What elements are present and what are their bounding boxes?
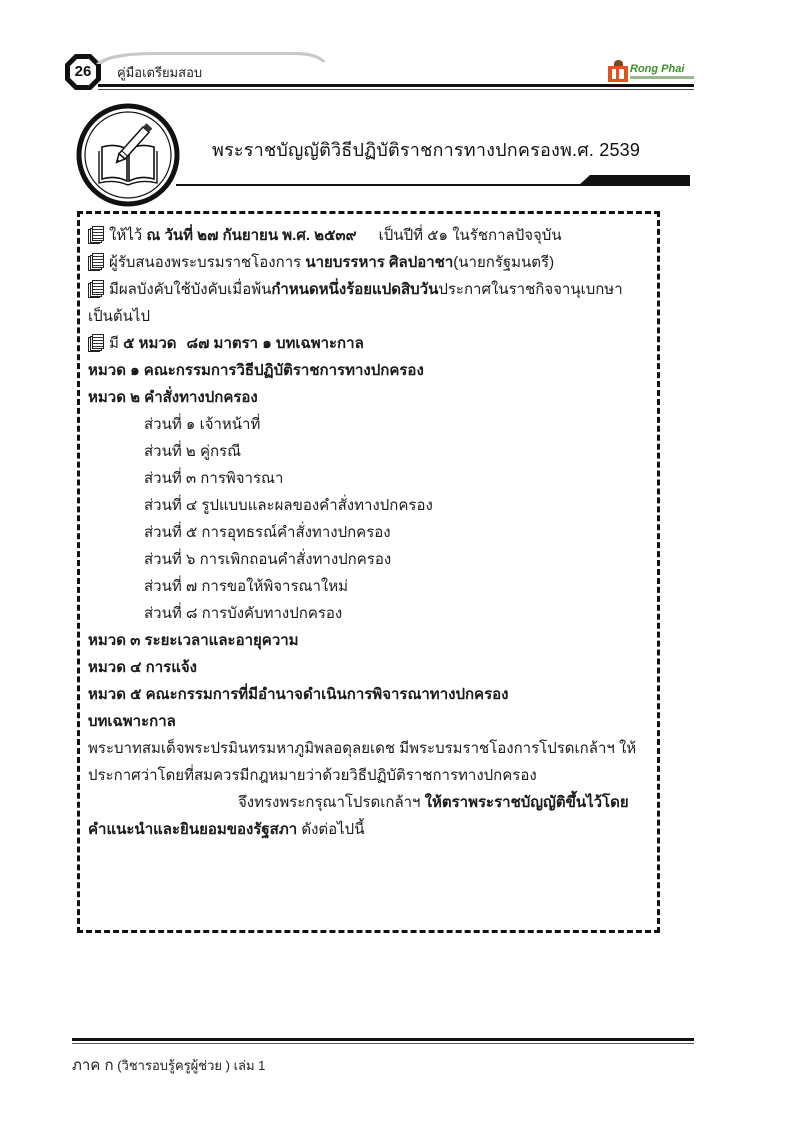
logo-mark-icon [608,66,628,82]
preamble-line-4: คำแนะนำและยินยอมของรัฐสภา ดังต่อไปนี้ [88,821,365,838]
chapter-3: หมวด ๓ ระยะเวลาและอายุความ [88,632,299,649]
section-title: พระราชบัญญัติวิธีปฏิบัติราชการทางปกครองพ.ศ. 2539 [212,140,641,160]
header-divider-thin [98,89,694,90]
bullet-structure-count: มี ๕ หมวด ๘๗ มาตรา ๑ บทเฉพาะกาล [88,330,668,357]
chapter-2-part-5: ส่วนที่ ๕ การอุทธรณ์คำสั่งทางปกครอง [144,524,391,541]
footer-subject: (วิชารอบรู้ครูผู้ช่วย ) เล่ม 1 [113,1058,266,1073]
preamble-line-3: จึงทรงพระกรุณาโปรดเกล้าฯ ให้ตราพระราชบัญญัติขึ้นไว้โดย [238,794,629,811]
logo-tagline [630,76,694,79]
page-number: 26 [74,63,92,80]
chapter-1: หมวด ๑ คณะกรรมการวิธีปฏิบัติราชการทางปกครอง [88,362,424,379]
footer-part: ภาค ก [72,1057,114,1074]
transitional-provisions: บทเฉพาะกาล [88,713,176,730]
bullet-enactment-date: ให้ไว้ ณ วันที่ ๒๗ กันยายน พ.ศ. ๒๕๓๙ เป็นปีที่ ๕๑ ในรัชกาลปัจจุบัน [88,222,668,249]
book-pencil-icon [76,103,180,207]
footer-divider-thin [72,1043,694,1044]
document-stack-icon [88,280,103,297]
chapter-5: หมวด ๕ คณะกรรมการที่มีอำนาจดำเนินการพิจารณาทางปกครอง [88,686,509,703]
chapter-4: หมวด ๔ การแจ้ง [88,659,197,676]
publisher-logo [608,60,696,84]
chapter-2: หมวด ๒ คำสั่งทางปกครอง [88,389,258,406]
chapter-2-part-2: ส่วนที่ ๒ คู่กรณี [144,443,242,460]
footer-divider [72,1038,694,1041]
chapter-2-part-1: ส่วนที่ ๑ เจ้าหน้าที่ [144,416,261,433]
chapter-2-part-3: ส่วนที่ ๓ การพิจารณา [144,470,284,487]
bullet-effective-date: มีผลบังคับใช้บังคับเมื่อพ้นกำหนดหนึ่งร้อยแปดสิบวันประกาศในราชกิจจานุเบกษา [88,276,668,303]
chapter-2-part-7: ส่วนที่ ๗ การขอให้พิจารณาใหม่ [144,578,348,595]
chapter-2-part-8: ส่วนที่ ๘ การบังคับทางปกครอง [144,605,343,622]
document-stack-icon [88,253,103,270]
running-title: คู่มือเตรียมสอบ [117,65,203,80]
footer-label [72,1053,265,1077]
summary-content [88,222,668,843]
preamble-line-1: พระบาทสมเด็จพระปรมินทรมหาภูมิพลอดุลยเดช มีพระบรมราชโองการโปรดเกล้าฯ ให้ [88,740,637,757]
chapter-2-part-6: ส่วนที่ ๖ การเพิกถอนคำสั่งทางปกครอง [144,551,392,568]
chapter-2-part-4: ส่วนที่ ๔ รูปแบบและผลของคำสั่งทางปกครอง [144,497,433,514]
preamble-line-2: ประกาศว่าโดยที่สมควรมีกฎหมายว่าด้วยวิธีปฏิบัติราชการทางปกครอง [88,767,537,784]
document-stack-icon [88,334,103,351]
bullet-effective-date-continued: เป็นต้นไป [88,308,150,325]
bullet-countersigned-by: ผู้รับสนองพระบรมราชโองการ นายบรรหาร ศิลปอาชา(นายกรัฐมนตรี) [88,249,668,276]
header-divider [98,84,694,87]
section-bar-decoration [578,175,690,186]
logo-brand: Rong Phai [630,63,685,75]
document-stack-icon [88,226,103,243]
